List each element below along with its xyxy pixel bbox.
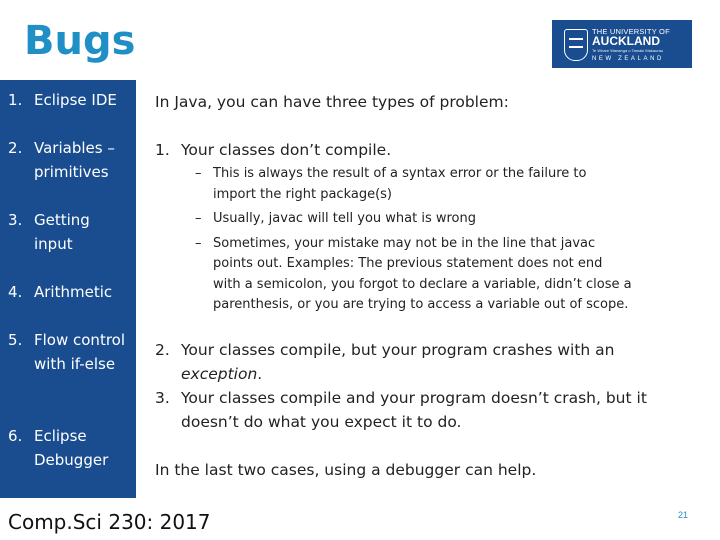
sidebar-item-label: Eclipse Debugger	[34, 427, 109, 469]
sidebar-item-number: 4.	[8, 283, 23, 301]
sub-point	[155, 234, 633, 316]
dash-bullet: –	[195, 235, 202, 251]
problem-number: 2.	[155, 341, 170, 359]
sidebar-item-number: 3.	[8, 211, 23, 229]
sidebar-item-eclipse-debugger[interactable]	[8, 424, 134, 469]
university-logo	[552, 20, 692, 68]
problem-text: Your classes don’t compile.	[181, 141, 392, 159]
sidebar-item-arithmetic[interactable]	[8, 280, 134, 304]
problem-text: Your classes compile, but your program crashes with an exception.	[181, 341, 615, 383]
problem-3	[155, 386, 655, 431]
problem-number: 3.	[155, 389, 170, 407]
sidebar-item-number: 5.	[8, 331, 23, 349]
problem-text: Your classes compile and your program doesn’t crash, but it doesn’t do what you expect it to do.	[181, 389, 647, 431]
sub-point-text: Usually, javac will tell you what is wrong	[213, 211, 476, 226]
intro-text: In Java, you can have three types of problem:	[155, 93, 509, 111]
dash-bullet: –	[195, 211, 202, 226]
sidebar-item-label: Arithmetic	[34, 283, 113, 301]
sidebar-item-number: 2.	[8, 139, 23, 157]
sidebar-item-eclipse-ide[interactable]	[8, 88, 134, 112]
sidebar-item-number: 1.	[8, 91, 23, 109]
sidebar-item-label: Variables – primitives	[34, 139, 115, 181]
sidebar-item-label: Flow control with if-else	[34, 331, 126, 373]
sub-point	[155, 164, 633, 205]
footer-course: Comp.Sci 230: 2017	[8, 510, 211, 534]
logo-line-4: NEW ZEALAND	[592, 56, 664, 62]
logo-line-1: THE UNIVERSITY OF	[592, 27, 670, 36]
sidebar-item-variables[interactable]	[8, 136, 134, 181]
conclusion-text: In the last two cases, using a debugger can help.	[155, 461, 537, 479]
sidebar-item-number: 6.	[8, 427, 23, 445]
sub-points-list	[155, 164, 633, 316]
dash-bullet: –	[195, 166, 202, 181]
problem-1	[155, 138, 391, 162]
sidebar-item-getting-input[interactable]	[8, 208, 134, 253]
sidebar-item-flow-control[interactable]	[8, 328, 134, 373]
logo-line-2: AUCKLAND	[592, 34, 660, 48]
emphasis-text: exception	[181, 365, 258, 383]
crest-icon	[564, 29, 588, 61]
sub-point	[155, 209, 633, 230]
logo-line-3: Te Whare Wananga o Tamaki Makaurau	[592, 48, 664, 53]
problem-number: 1.	[155, 141, 170, 159]
sub-point-text: This is always the result of a syntax error or the failure to import the right package(s)	[213, 166, 587, 202]
problem-2	[155, 338, 655, 383]
sub-point-text: Sometimes, your mistake may not be in the line that javac points out. Examples: The previous statement does not end with a semicolon, you forgot to declare a variable, didn’t close a parenthesis, or you are trying to access a variable out of scope.	[213, 235, 632, 312]
slide-title: Bugs	[24, 18, 136, 64]
page-number: 21	[677, 510, 688, 520]
sidebar-item-label: Eclipse IDE	[34, 91, 117, 109]
sidebar-item-label: Getting input	[34, 211, 90, 253]
